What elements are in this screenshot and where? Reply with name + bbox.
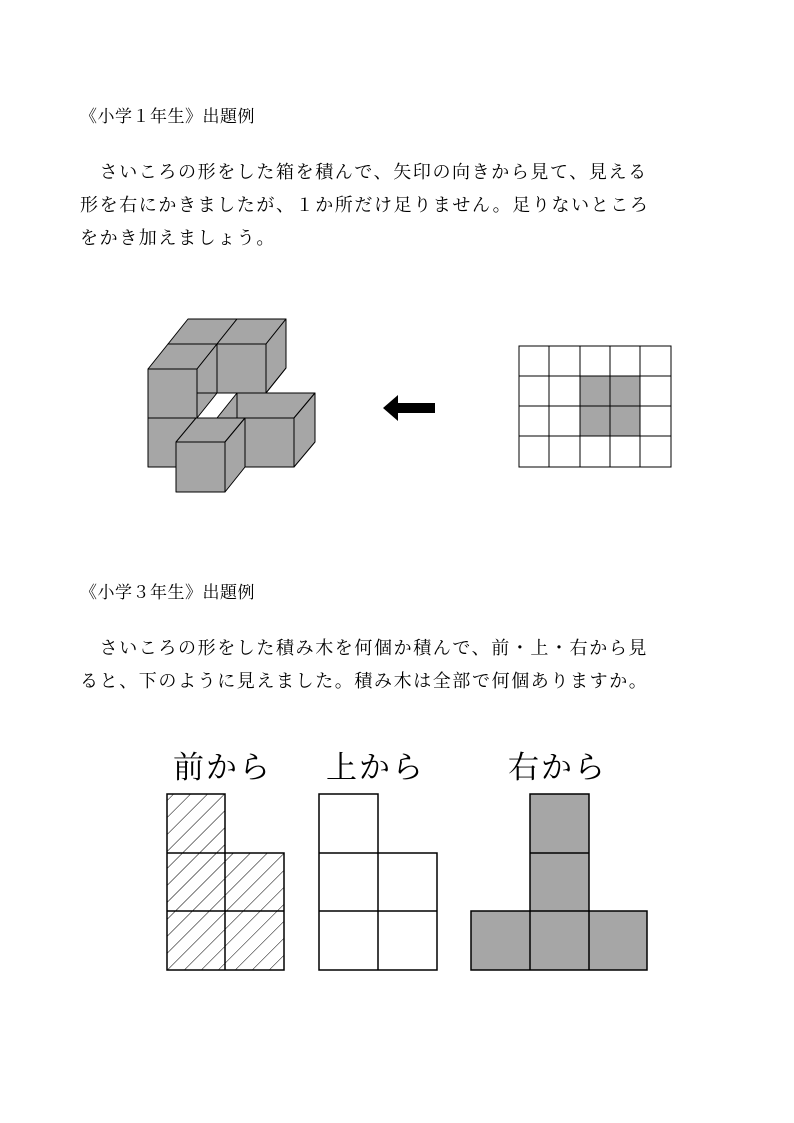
problem1-text-line: さいころの形をした箱を積んで、矢印の向きから見て、見える [80, 162, 648, 183]
problem2-text [80, 632, 720, 698]
view-direction-arrow-icon [380, 392, 440, 424]
problem1-heading: 《小学１年生》出題例 [80, 107, 255, 127]
cube-face [245, 418, 294, 467]
shaded-cell [580, 376, 610, 406]
top-view-label: 上から [326, 750, 425, 786]
cube-face [217, 344, 266, 393]
problem1-text-line: 形を右にかきましたが、１か所だけ足りません。足りないところ [80, 195, 650, 216]
problem1-text [80, 156, 720, 255]
problem2-heading: 《小学３年生》出題例 [80, 583, 255, 603]
problem2-text-line: ると、下のように見えました。積み木は全部で何個ありますか。 [80, 671, 649, 692]
problem1-text-line: をかき加えましょう。 [80, 228, 276, 249]
answer-grid [512, 340, 678, 474]
shaded-cell [580, 406, 610, 436]
cube-stack-figure [140, 312, 325, 502]
shaded-cell [610, 376, 640, 406]
problem2-text-line: さいころの形をした積み木を何個か積んで、前・上・右から見 [80, 638, 649, 659]
grid-lines [519, 346, 671, 467]
top-view-grid [312, 788, 442, 978]
right-view-shape [471, 794, 647, 970]
right-view-label: 右から [508, 750, 607, 786]
cube-face [176, 442, 225, 492]
front-view-grid [160, 788, 290, 978]
shaded-cell [610, 406, 640, 436]
right-view-grid [464, 788, 654, 978]
cube-face [148, 369, 197, 418]
front-view-label: 前から [173, 750, 272, 786]
